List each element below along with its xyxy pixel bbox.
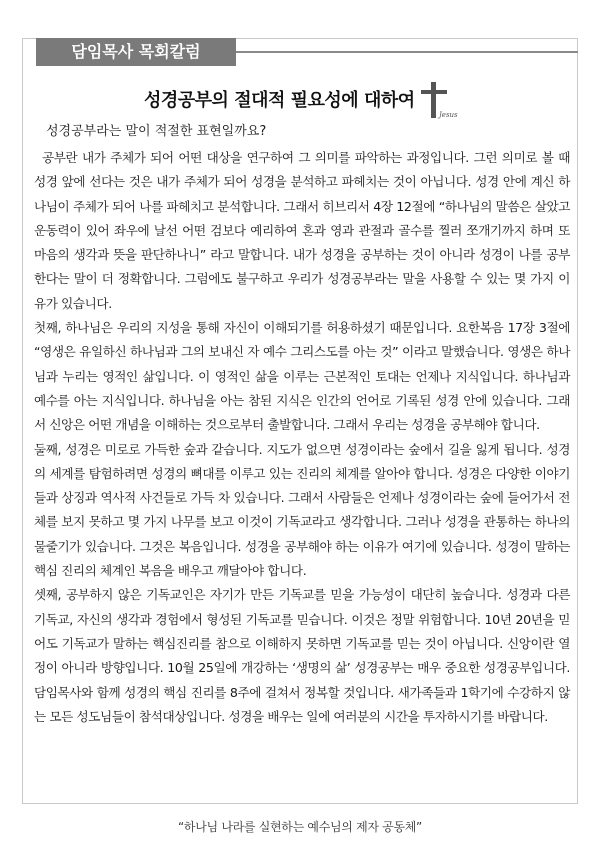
column-header: [22, 38, 578, 66]
cross-label: Jesus: [439, 111, 458, 119]
paragraph-intro: 공부란 내가 주체가 되어 어떤 대상을 연구하여 그 의미를 파악하는 과정입니다. 그런 의미로 볼 때 성경 앞에 선다는 것은 내가 주체가 되어 성경을 분석하고 파헤치는 것이 아닙니다. 성경 안에 계신 하나님이 주체가 되어 나를 파헤치고 분석합니다. 그래서 히브리서 4장 12절에 “하나님의 말씀은 살았고 운동력이 있어 좌우에 날선 어떤 검보다 예리하여 혼과 영과 관절과 골수를 찔러 쪼개기까지 하며 또 마음의 생각과 뜻을 판단하나니” 라고 말합니다. 내가 성경을 공부하는 것이 아니라 성경이 나를 공부한다는 말이 더 정확합니다. 그럼에도 불구하고 우리가 성경공부라는 말을 사용할 수 있는 몇 가지 이유가 있습니다.: [34, 150, 570, 311]
column-tag: 담임목사 목회칼럼: [36, 38, 236, 66]
header-divider: [236, 51, 578, 53]
paragraph-second: 둘째, 성경은 미로로 가득한 숲과 같습니다. 지도가 없으면 성경이라는 숲에서 길을 잃게 됩니다. 성경의 세계를 탐험하려면 성경의 뼈대를 이루고 있는 진리의 체계를 알아야 합니다. 성경은 다양한 이야기들과 상징과 역사적 사건들로 가득 차 있습니다. 그래서 사람들은 언제나 성경이라는 숲에 들어가서 전체를 보지 못하고 몇 가지 나무를 보고 이것이 기독교라고 생각합니다. 그러나 성경을 관통하는 하나의 물줄기가 있습니다. 그것은 복음입니다. 성경을 공부해야 하는 이유가 여기에 있습니다. 성경이 말하는 핵심 진리의 체계인 복음을 배우고 깨달아야 합니다.: [34, 441, 570, 579]
paragraph-first: 첫째, 하나님은 우리의 지성을 통해 자신이 이해되기를 허용하셨기 때문입니다. 요한복음 17장 3절에 “영생은 유일하신 하나님과 그의 보내신 자 예수 그리스도를 아는 것” 이라고 말했습니다. 영생은 하나님과 누리는 영적인 삶입니다. 이 영적인 삶을 이루는 근본적인 토대는 언제나 지식입니다. 하나님과 예수를 아는 지식입니다. 하나님을 아는 참된 지식은 인간의 언어로 기록된 성경 안에 있습니다. 그래서 신앙은 어떤 개념을 이해하는 것으로부터 출발합니다. 그래서 우리는 성경을 공부해야 합니다.: [34, 320, 570, 433]
footer-motto: “하나님 나라를 실현하는 예수님의 제자 공동체”: [178, 820, 422, 834]
paragraph-third: 셋째, 공부하지 않은 기독교인은 자기가 만든 기독교를 믿을 가능성이 대단히 높습니다. 성경과 다른 기독교, 자신의 생각과 경험에서 형성된 기독교를 믿습니다. 이것은 정말 위험합니다. 10년 20년을 믿어도 기독교가 말하는 핵심진리를 참으로 이해하지 못하면 기독교를 믿는 것이 아닙니다. 신앙이란 열정이 아니라 방향입니다. 10월 25일에 개강하는 ‘생명의 삶’ 성경공부는 매우 중요한 성경공부입니다. 담임목사와 함께 성경의 핵심 진리를 8주에 걸쳐서 정복할 것입니다. 새가족들과 1학기에 수강하지 않는 모든 성도님들이 참석대상입니다. 성경을 배우는 일에 여러분의 시간을 투자하시기를 바랍니다.: [34, 587, 570, 724]
page-title: 성경공부의 절대적 필요성에 대하여: [144, 90, 415, 111]
column-body: [34, 146, 570, 729]
subtitle: 성경공부라는 말이 적절한 표현일까요?: [46, 124, 267, 139]
cross-icon: [418, 82, 462, 126]
